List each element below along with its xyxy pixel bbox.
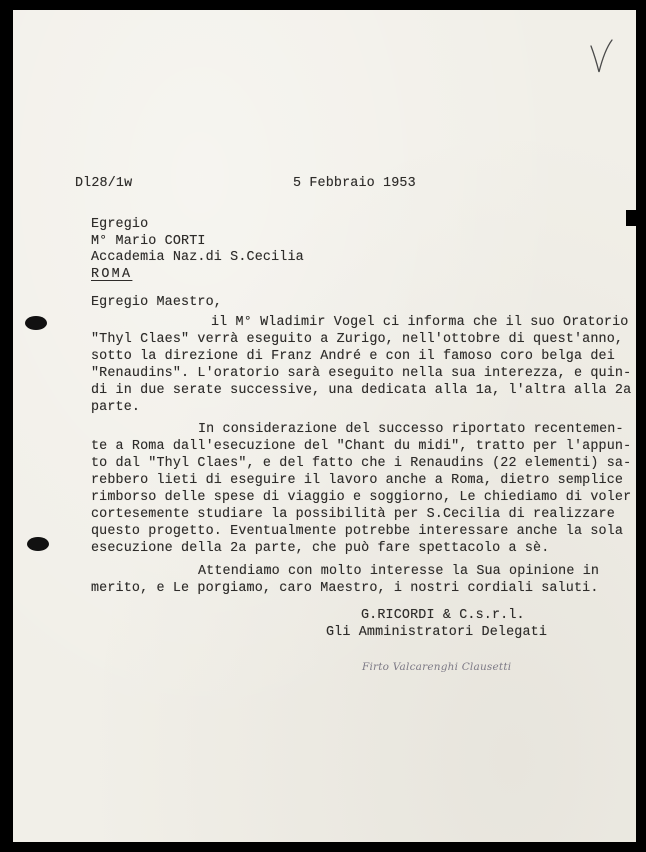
page-edge-mark (626, 210, 636, 226)
punch-hole (27, 537, 49, 551)
checkmark-icon (589, 38, 615, 78)
body-line: rebbero lieti di eseguire il lavoro anche a Roma, dietro semplice (91, 473, 624, 488)
signature-title: Gli Amministratori Delegati (326, 625, 548, 640)
letter-date: 5 Febbraio 1953 (293, 176, 416, 191)
punch-hole (25, 316, 47, 330)
recipient-line: Egregio (91, 217, 149, 232)
body-line: parte. (91, 400, 141, 415)
signature-names: Firto Valcarenghi Clausetti (362, 661, 512, 673)
body-line: il M° Wladimir Vogel ci informa che il suo Oratorio (211, 315, 629, 330)
body-line: esecuzione della 2a parte, che può fare spettacolo a sè. (91, 541, 550, 556)
recipient-city: ROMA (91, 267, 133, 282)
body-line: questo progetto. Eventualmente potrebbe interessare anche la sola (91, 524, 624, 539)
body-line: In considerazione del successo riportato recentemen- (198, 422, 624, 437)
recipient-name: M° Mario CORTI (91, 234, 206, 249)
body-line: di in due serate successive, una dedicata alla 1a, l'altra alla 2a (91, 383, 632, 398)
salutation: Egregio Maestro, (91, 295, 222, 310)
recipient-institution: Accademia Naz.di S.Cecilia (91, 250, 304, 265)
reference-code: Dl28/1w (75, 176, 133, 191)
signature-company: G.RICORDI & C.s.r.l. (361, 608, 525, 623)
body-line: to dal "Thyl Claes", e del fatto che i Renaudins (22 elementi) sa- (91, 456, 632, 471)
body-line: sotto la direzione di Franz André e con il famoso coro belga dei (91, 349, 615, 364)
body-line: "Thyl Claes" verrà eseguito a Zurigo, nell'ottobre di quest'anno, (91, 332, 624, 347)
body-line: merito, e Le porgiamo, caro Maestro, i nostri cordiali saluti. (91, 581, 599, 596)
body-line: cortesemente studiare la possibilità per S.Cecilia di realizzare (91, 507, 615, 522)
letter-page (13, 10, 636, 842)
body-line: rimborso delle spese di viaggio e soggiorno, Le chiediamo di voler (91, 490, 632, 505)
body-line: Attendiamo con molto interesse la Sua opinione in (198, 564, 600, 579)
body-line: "Renaudins". L'oratorio sarà eseguito nella sua interezza, e quin- (91, 366, 632, 381)
body-line: te a Roma dall'esecuzione del "Chant du midi", tratto per l'appun- (91, 439, 632, 454)
